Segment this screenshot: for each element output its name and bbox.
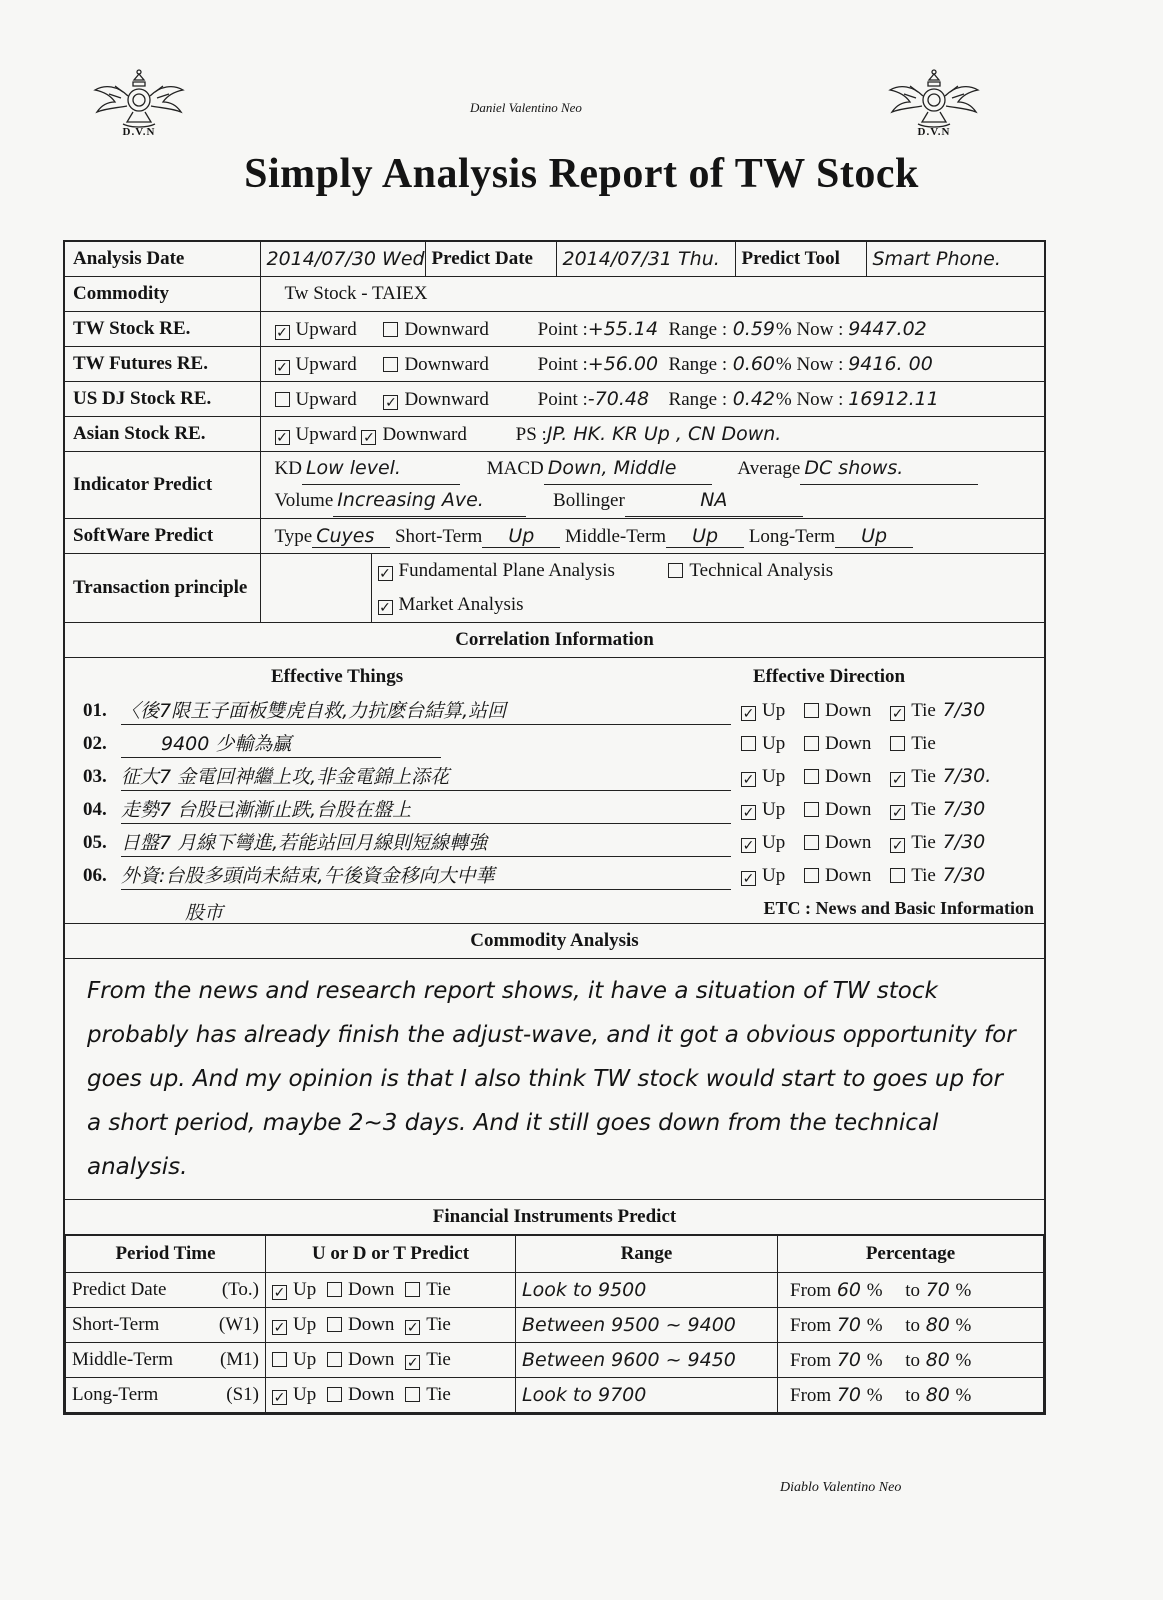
market-row [64, 347, 1045, 382]
tie-date: 7/30 [942, 699, 986, 721]
thing-continuation: 股市 [185, 902, 224, 924]
predict-header: U or D or T Predict [266, 1236, 516, 1273]
market-row [64, 312, 1045, 347]
period-header: Period Time [66, 1236, 266, 1273]
tie-label: Tie [911, 799, 936, 820]
predict-tool-value: Smart Phone. [872, 248, 1001, 270]
up-checkbox[interactable]: ✓ [273, 1390, 286, 1406]
up-label: Up [762, 733, 786, 754]
tie-date: 7/30. [942, 765, 992, 787]
type-value: Cuyes [312, 525, 390, 548]
tie-label: Tie [426, 1384, 451, 1405]
up-label: Up [293, 1279, 317, 1300]
etc-note: ETC : News and Basic Information [763, 898, 1034, 918]
tie-checkbox[interactable]: ✓ [406, 1355, 419, 1371]
upward-label: Upward [295, 388, 357, 410]
effective-thing-row [83, 828, 1043, 860]
instruments-header [66, 1236, 1044, 1273]
tie-label: Tie [911, 832, 936, 853]
percentage-header: Percentage [778, 1236, 1044, 1273]
down-checkbox[interactable] [804, 802, 819, 817]
up-label: Up [762, 799, 786, 820]
down-checkbox[interactable] [804, 736, 819, 751]
predict-tool-label: Predict Tool [736, 242, 867, 276]
from-value: 70 [836, 1313, 862, 1336]
down-checkbox[interactable] [804, 769, 819, 784]
long-term-label: Long-Term [748, 525, 836, 547]
row-number: 04. [83, 799, 107, 820]
predict-date-value: 2014/07/31 Thu. [557, 242, 736, 276]
row-number: 01. [83, 700, 107, 721]
thing-text: 日盤7 月線下彎進,若能站回月線則短線轉強 [121, 828, 731, 857]
tie-label: Tie [426, 1349, 451, 1370]
logo-caption: D.V.N [917, 126, 951, 138]
from-value: 70 [836, 1348, 862, 1371]
market-analysis-label: Market Analysis [398, 594, 524, 615]
effective-thing-row [83, 795, 1043, 827]
effective-things-heading: Effective Things [271, 666, 404, 687]
period-code: (M1) [219, 1349, 259, 1370]
from-label: From [790, 1314, 832, 1336]
thing-text: 征大7 金電回神繼上攻,非金電錦上添花 [121, 762, 731, 791]
correlation-title: Correlation Information [64, 623, 1045, 658]
logo-caption: D.V.N [122, 126, 156, 138]
instrument-row [66, 1343, 1044, 1378]
from-label: From [790, 1349, 832, 1371]
long-term-value: Up [835, 525, 913, 548]
downward-checkbox[interactable] [383, 322, 398, 337]
pct-label: % [955, 1384, 972, 1406]
now-label: Now : [796, 353, 844, 375]
thing-text: 外資:台股多頭尚未結束,午後資金移向大中華 [121, 861, 731, 890]
tie-label: Tie [911, 700, 936, 721]
row-number: 05. [83, 832, 107, 853]
period-label: Middle-Term [72, 1349, 174, 1370]
from-label: From [790, 1384, 832, 1406]
tie-label: Tie [911, 865, 936, 886]
commodity-row [64, 277, 1045, 312]
percent-label: % [775, 318, 792, 340]
upward-checkbox[interactable]: ✓ [276, 359, 288, 376]
software-label: SoftWare Predict [64, 519, 260, 554]
tie-checkbox[interactable] [890, 868, 905, 883]
period-code: (To.) [221, 1279, 259, 1300]
point-value: -70.48 [587, 387, 650, 410]
tie-checkbox[interactable]: ✓ [891, 838, 904, 854]
effective-thing-row [83, 762, 1043, 794]
instrument-row [66, 1378, 1044, 1413]
range-value: Look to 9700 [516, 1378, 778, 1413]
down-label: Down [824, 766, 872, 787]
short-term-value: Up [482, 525, 560, 548]
market-label: TW Futures RE. [64, 347, 260, 382]
downward-checkbox[interactable]: ✓ [385, 394, 397, 411]
analysis-date-label: Analysis Date [64, 241, 260, 277]
up-checkbox[interactable]: ✓ [273, 1285, 286, 1301]
thing-text: 走勢7 台股已漸漸止跌,台股在盤上 [121, 795, 731, 824]
up-checkbox[interactable]: ✓ [273, 1320, 286, 1336]
pct-label: % [955, 1279, 972, 1301]
tie-date: 7/30 [942, 831, 986, 853]
down-checkbox[interactable] [327, 1387, 342, 1402]
downward-label: Downward [382, 423, 467, 445]
pct-label: % [955, 1349, 972, 1371]
range-value: Between 9600 ~ 9450 [516, 1343, 778, 1378]
software-row [64, 519, 1045, 554]
down-checkbox[interactable] [327, 1317, 342, 1332]
up-checkbox[interactable]: ✓ [742, 871, 755, 887]
pct-label: % [866, 1384, 883, 1406]
middle-term-label: Middle-Term [565, 525, 667, 547]
range-label: Range : [668, 353, 728, 375]
from-value: 60 [836, 1278, 862, 1301]
to-label: to [905, 1384, 921, 1406]
row-number: 03. [83, 766, 107, 787]
ps-value: JP. HK. KR Up , CN Down. [546, 422, 782, 445]
effective-thing-row [83, 861, 1043, 893]
instrument-row [66, 1308, 1044, 1343]
to-value: 80 [925, 1313, 950, 1336]
range-header: Range [516, 1236, 778, 1273]
instruments-header-row [64, 1200, 1045, 1235]
crest-icon [93, 68, 185, 130]
range-label: Range : [668, 388, 728, 410]
up-checkbox[interactable]: ✓ [742, 706, 755, 722]
dvn-logo-left [93, 68, 185, 146]
macd-label: MACD [486, 458, 544, 479]
average-label: Average [737, 458, 801, 479]
type-label: Type [274, 525, 313, 547]
downward-label: Downward [404, 388, 489, 410]
volume-value: Increasing Ave. [333, 485, 526, 517]
market-row [64, 382, 1045, 417]
tie-date: 7/30 [942, 798, 986, 820]
range-value: 0.42 [732, 387, 776, 410]
range-value: 0.60 [732, 352, 776, 375]
down-label: Down [347, 1279, 395, 1300]
range-value: 0.59 [732, 317, 776, 340]
dvn-logo-right [888, 68, 980, 146]
now-value: 16912.11 [848, 387, 939, 410]
tie-checkbox[interactable] [405, 1282, 420, 1297]
upward-checkbox[interactable]: ✓ [276, 324, 288, 341]
tie-label: Tie [911, 733, 936, 754]
asian-row [64, 417, 1045, 452]
analysis-body-row [64, 959, 1045, 1200]
to-label: to [905, 1314, 921, 1336]
effective-thing-row [83, 696, 1043, 728]
to-value: 70 [925, 1278, 950, 1301]
up-label: Up [293, 1384, 317, 1405]
tie-label: Tie [911, 766, 936, 787]
correlation-header-row [64, 623, 1045, 658]
down-checkbox[interactable] [804, 703, 819, 718]
downward-checkbox[interactable]: ✓ [363, 429, 375, 446]
downward-label: Downward [404, 318, 489, 340]
row-number: 06. [83, 865, 107, 886]
tie-checkbox[interactable] [890, 736, 905, 751]
now-value: 9447.02 [848, 317, 927, 340]
down-label: Down [824, 733, 872, 754]
pct-label: % [866, 1349, 883, 1371]
tie-date: 7/30 [942, 864, 986, 886]
down-checkbox[interactable] [327, 1282, 342, 1297]
dates-row [64, 241, 1045, 277]
down-label: Down [347, 1384, 395, 1405]
to-value: 80 [925, 1348, 950, 1371]
report-title: Simply Analysis Report of TW Stock [244, 151, 919, 197]
transaction-row [64, 554, 1045, 623]
up-label: Up [293, 1349, 317, 1370]
percent-label: % [775, 353, 792, 375]
report-form [63, 240, 1046, 1415]
indicator-row [64, 452, 1045, 519]
pct-label: % [955, 1314, 972, 1336]
market-analysis-checkbox[interactable]: ✓ [379, 600, 391, 616]
upward-label: Upward [295, 318, 357, 340]
down-label: Down [347, 1314, 395, 1335]
bollinger-label: Bollinger [553, 490, 625, 511]
analysis-date-value: 2014/07/30 Wed [261, 242, 426, 276]
effective-direction-heading: Effective Direction [753, 666, 906, 687]
down-checkbox[interactable] [327, 1352, 342, 1367]
tie-checkbox[interactable] [405, 1387, 420, 1402]
tie-checkbox[interactable]: ✓ [891, 805, 904, 821]
instruments-title: Financial Instruments Predict [64, 1200, 1045, 1235]
fundamental-label: Fundamental Plane Analysis [398, 560, 615, 581]
middle-term-value: Up [666, 525, 744, 548]
up-checkbox[interactable]: ✓ [742, 805, 755, 821]
up-label: Up [293, 1314, 317, 1335]
point-label: Point : [537, 388, 588, 410]
predict-date-label: Predict Date [426, 242, 557, 276]
point-label: Point : [537, 353, 588, 375]
upward-label: Upward [295, 423, 357, 445]
point-value: +56.00 [587, 352, 659, 375]
period-label: Short-Term [72, 1314, 160, 1335]
from-value: 70 [836, 1383, 862, 1406]
market-label: TW Stock RE. [64, 312, 260, 347]
upward-label: Upward [295, 353, 357, 375]
upward-checkbox[interactable]: ✓ [276, 429, 288, 446]
technical-checkbox[interactable] [668, 563, 683, 578]
crest-icon [888, 68, 980, 130]
downward-checkbox[interactable] [383, 357, 398, 372]
downward-label: Downward [404, 353, 489, 375]
author-signature-bottom: Diablo Valentino Neo [780, 1480, 902, 1495]
instruments-body-row [64, 1235, 1045, 1415]
to-label: to [905, 1279, 921, 1301]
from-label: From [790, 1279, 832, 1301]
tie-checkbox[interactable]: ✓ [891, 772, 904, 788]
transaction-label: Transaction principle [64, 554, 260, 623]
commodity-label: Commodity [64, 277, 260, 312]
down-label: Down [824, 700, 872, 721]
volume-label: Volume [274, 490, 334, 511]
to-value: 80 [925, 1383, 950, 1406]
down-label: Down [347, 1349, 395, 1370]
instrument-row [66, 1273, 1044, 1308]
tie-label: Tie [426, 1314, 451, 1335]
point-label: Point : [537, 318, 588, 340]
instruments-table [65, 1235, 1044, 1413]
upward-checkbox[interactable] [275, 392, 290, 407]
period-label: Predict Date [72, 1279, 167, 1300]
asian-label: Asian Stock RE. [64, 417, 260, 452]
down-checkbox[interactable] [804, 835, 819, 850]
ps-label: PS : [515, 423, 547, 445]
now-label: Now : [796, 318, 844, 340]
pct-label: % [866, 1314, 883, 1336]
thing-text: 〈後7限王子面板雙虎自救,力抗麽台結算,站回 [121, 696, 731, 725]
down-checkbox[interactable] [804, 868, 819, 883]
up-label: Up [762, 700, 786, 721]
author-signature-top: Daniel Valentino Neo [470, 100, 582, 115]
thing-text: 9400 少輸為贏 [121, 729, 441, 758]
period-label: Long-Term [72, 1384, 159, 1405]
tie-label: Tie [426, 1279, 451, 1300]
down-label: Down [824, 799, 872, 820]
tie-checkbox[interactable]: ✓ [406, 1320, 419, 1336]
up-checkbox[interactable] [272, 1352, 287, 1367]
bollinger-value: NA [625, 485, 803, 517]
analysis-title: Commodity Analysis [64, 924, 1045, 959]
period-code: (W1) [218, 1314, 259, 1335]
down-label: Down [824, 865, 872, 886]
analysis-header-row [64, 924, 1045, 959]
now-label: Now : [796, 388, 844, 410]
now-value: 9416. 00 [848, 352, 933, 375]
correlation-body-row [64, 658, 1045, 924]
tie-checkbox[interactable]: ✓ [891, 706, 904, 722]
fundamental-checkbox[interactable]: ✓ [379, 566, 391, 582]
down-label: Down [824, 832, 872, 853]
market-label: US DJ Stock RE. [64, 382, 260, 417]
up-label: Up [762, 832, 786, 853]
technical-label: Technical Analysis [689, 560, 834, 581]
up-label: Up [762, 766, 786, 787]
correlation-section [65, 658, 1044, 923]
range-value: Look to 9500 [516, 1273, 778, 1308]
commodity-value: Tw Stock - TAIEX [260, 277, 1045, 312]
range-label: Range : [668, 318, 728, 340]
row-number: 02. [83, 733, 107, 754]
average-value: DC shows. [800, 453, 978, 485]
short-term-label: Short-Term [394, 525, 483, 547]
to-label: to [905, 1349, 921, 1371]
kd-value: Low level. [302, 453, 460, 485]
up-checkbox[interactable] [741, 736, 756, 751]
range-value: Between 9500 ~ 9400 [516, 1308, 778, 1343]
macd-value: Down, Middle [544, 453, 712, 485]
pct-label: % [866, 1279, 883, 1301]
up-checkbox[interactable]: ✓ [742, 838, 755, 854]
up-checkbox[interactable]: ✓ [742, 772, 755, 788]
percent-label: % [775, 388, 792, 410]
analysis-text: From the news and research report shows, it have a situation of TW stock probably has already finish the adjust-wave, and it got a obvious opportunity for goes up. And my opinion is that I also think TW stock would start to goes up for a short period, maybe 2~3 days. And it still goes down from the technical analysis. [87, 978, 1016, 1180]
up-label: Up [762, 865, 786, 886]
period-code: (S1) [226, 1384, 259, 1405]
indicator-label: Indicator Predict [64, 452, 260, 519]
kd-label: KD [274, 458, 302, 479]
effective-thing-row [83, 729, 1043, 761]
point-value: +55.14 [587, 317, 659, 340]
